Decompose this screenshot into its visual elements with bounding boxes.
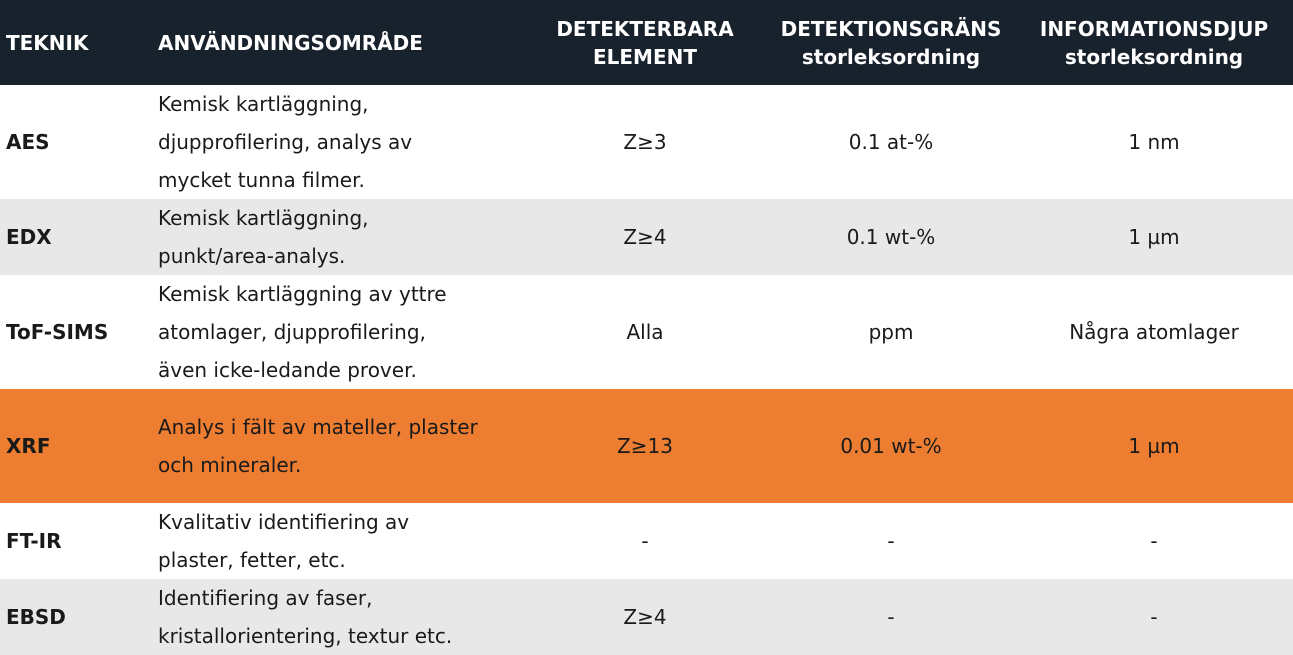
technique-cell: EDX: [6, 225, 52, 249]
header-elements: [523, 0, 767, 85]
usage-line: kristallorientering, textur etc.: [158, 624, 453, 648]
usage-line: Identifiering av faser,: [158, 586, 373, 610]
usage-cell: [153, 579, 523, 655]
header-detection-line-2: storleksordning: [801, 44, 981, 69]
usage-line: Kemisk kartläggning,: [158, 92, 369, 116]
usage-line: mycket tunna filmer.: [158, 168, 365, 192]
usage-line: Analys i fält av mateller, plaster: [158, 415, 478, 439]
header-usage-line: ANVÄNDNINGSOMRÅDE: [158, 30, 423, 55]
usage-line: och mineraler.: [158, 453, 302, 477]
technique-cell: FT-IR: [6, 529, 62, 553]
header-depth-line-2: storleksordning: [1064, 44, 1244, 69]
usage-line: djupprofilering, analys av: [158, 130, 413, 154]
table-row: [0, 579, 1293, 655]
usage-line: Kemisk kartläggning,: [158, 206, 369, 230]
table-row: [0, 275, 1293, 389]
header-detection-line-1: DETEKTIONSGRÄNS: [780, 16, 1002, 41]
usage-line: Kvalitativ identifiering av: [158, 510, 410, 534]
detection-limit-cell: ppm: [868, 320, 914, 344]
table-header: [0, 0, 1293, 85]
elements-cell: Z≥4: [623, 225, 667, 249]
usage-line: punkt/area-analys.: [158, 244, 346, 268]
elements-cell: Z≥4: [623, 605, 667, 629]
header-technique-line: TEKNIK: [6, 30, 89, 55]
technique-cell: ToF-SIMS: [6, 320, 109, 344]
detection-limit-cell: -: [887, 529, 895, 553]
elements-cell: Z≥13: [617, 434, 673, 458]
header-elements-line-2: ELEMENT: [592, 44, 697, 69]
technique-cell: XRF: [6, 434, 51, 458]
information-depth-cell: 1 µm: [1128, 225, 1180, 249]
information-depth-cell: 1 µm: [1128, 434, 1180, 458]
usage-line: Kemisk kartläggning av yttre: [158, 282, 447, 306]
usage-line: atomlager, djupprofilering,: [158, 320, 426, 344]
table-row: [0, 85, 1293, 199]
usage-cell: [153, 85, 523, 199]
detection-limit-cell: 0.1 at-%: [848, 130, 934, 154]
header-row: [0, 0, 1293, 85]
table-row: [0, 389, 1293, 503]
detection-limit-cell: 0.1 wt-%: [846, 225, 936, 249]
elements-cell: Alla: [626, 320, 664, 344]
header-depth-line-1: INFORMATIONSDJUP: [1039, 16, 1269, 41]
information-depth-cell: 1 nm: [1128, 130, 1180, 154]
header-information-depth: [1015, 0, 1293, 85]
information-depth-cell: Några atomlager: [1069, 320, 1239, 344]
information-depth-cell: -: [1150, 529, 1158, 553]
usage-cell: [153, 389, 523, 503]
technique-cell: EBSD: [6, 605, 66, 629]
detection-limit-cell: 0.01 wt-%: [840, 434, 942, 458]
header-detection-limit: [767, 0, 1015, 85]
usage-cell: [153, 275, 523, 389]
detection-limit-cell: -: [887, 605, 895, 629]
elements-cell: -: [641, 529, 649, 553]
usage-line: även icke-ledande prover.: [158, 358, 417, 382]
table-row: [0, 199, 1293, 275]
header-usage: [153, 0, 523, 85]
elements-cell: Z≥3: [623, 130, 667, 154]
table-body: [0, 85, 1293, 655]
header-elements-line-1: DETEKTERBARA: [556, 16, 734, 41]
usage-cell: [153, 503, 523, 579]
technique-cell: AES: [6, 130, 50, 154]
usage-line: plaster, fetter, etc.: [158, 548, 346, 572]
header-technique: [0, 0, 153, 85]
usage-cell: [153, 199, 523, 275]
information-depth-cell: -: [1150, 605, 1158, 629]
table-row: [0, 503, 1293, 579]
